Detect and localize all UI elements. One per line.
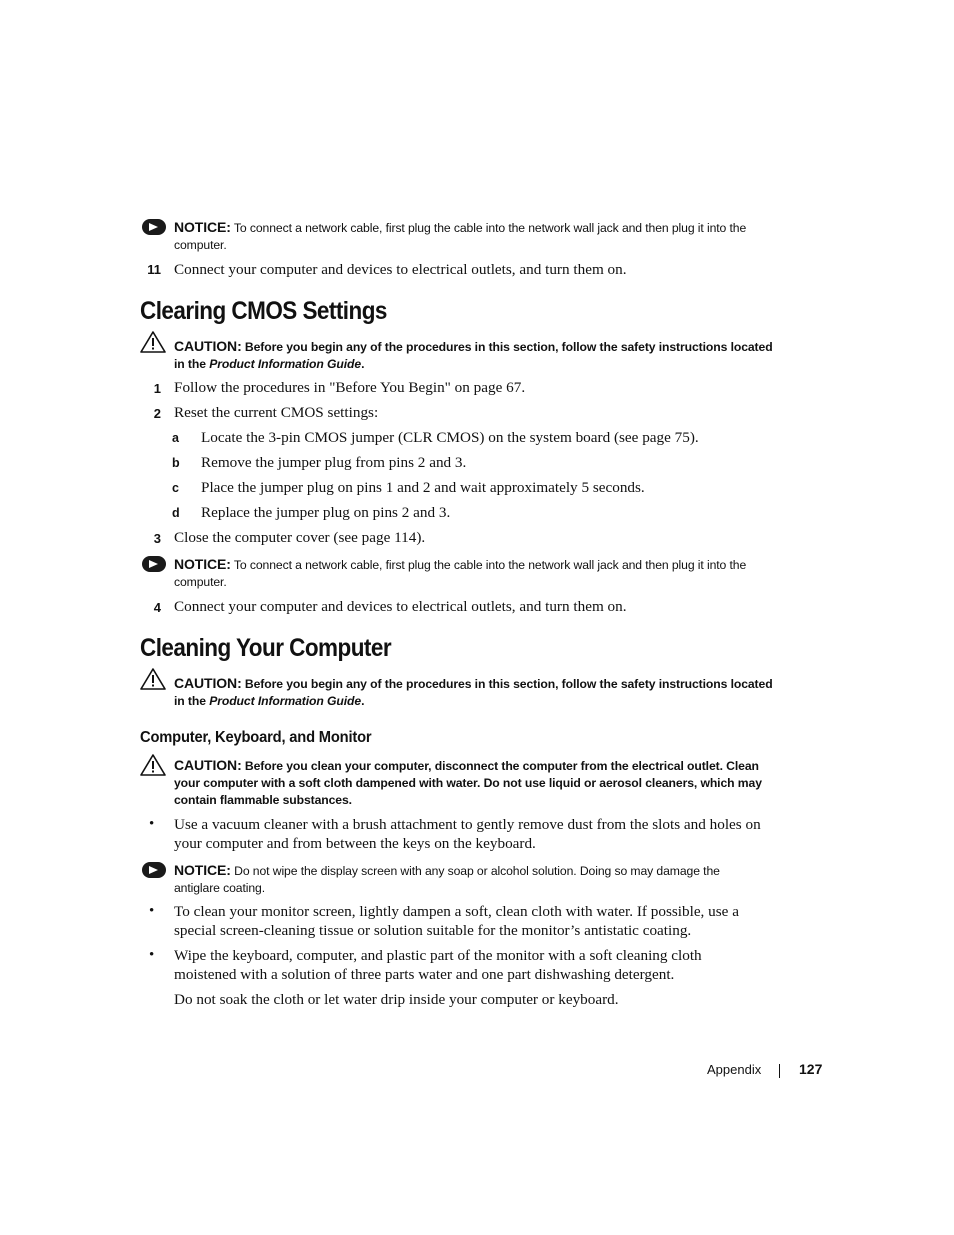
paragraph-text: Do not soak the cloth or let water drip inside your computer or keyboard. xyxy=(174,991,619,1008)
subsection-heading: Computer, Keyboard, and Monitor xyxy=(140,729,372,746)
notice-text xyxy=(174,219,774,254)
caution-text xyxy=(174,757,764,809)
notice-icon xyxy=(142,862,166,878)
notice-label: NOTICE: xyxy=(174,219,231,235)
notice-text xyxy=(174,862,764,897)
notice-text xyxy=(174,556,774,591)
section-heading-clearing-cmos: Clearing CMOS Settings xyxy=(140,297,387,325)
footer-divider xyxy=(779,1064,780,1078)
substep-letter: b xyxy=(172,456,180,470)
guide-title: Product Information Guide xyxy=(209,694,362,708)
caution-icon xyxy=(140,754,166,776)
substep-text: Place the jumper plug on pins 1 and 2 and wait approximately 5 seconds. xyxy=(201,479,645,496)
step-text: Follow the procedures in "Before You Begin" on page 67. xyxy=(174,379,526,396)
caution-label: CAUTION: xyxy=(174,338,242,354)
step-number: 1 xyxy=(153,381,161,396)
bullet-marker: • xyxy=(149,816,155,832)
step-text: Connect your computer and devices to electrical outlets, and turn them on. xyxy=(174,261,627,278)
caution-label: CAUTION: xyxy=(174,757,242,773)
notice-body: To connect a network cable, first plug the cable into the network wall jack and then plug it into the computer. xyxy=(174,558,747,589)
step-number: 2 xyxy=(153,406,161,421)
caution-text xyxy=(174,338,774,373)
guide-title: Product Information Guide xyxy=(209,357,362,371)
substep-letter: c xyxy=(172,481,179,495)
page-number: 127 xyxy=(799,1061,823,1077)
substep-text: Locate the 3-pin CMOS jumper (CLR CMOS) on the system board (see page 75). xyxy=(201,429,699,446)
bullet-text: To clean your monitor screen, lightly dampen a soft, clean cloth with water. If possible, use a special screen-cleaning tissue or solution suitable for the monitor’s antistatic coating. xyxy=(174,903,739,939)
substep-letter: d xyxy=(172,506,180,520)
caution-icon xyxy=(140,331,166,353)
notice-icon xyxy=(142,556,166,572)
substep-letter: a xyxy=(172,431,179,445)
step-number: 3 xyxy=(153,531,161,546)
bullet-text: Use a vacuum cleaner with a brush attachment to gently remove dust from the slots and holes on your computer and from between the keys on the keyboard. xyxy=(174,816,761,852)
substep-text: Remove the jumper plug from pins 2 and 3. xyxy=(201,454,467,471)
notice-icon xyxy=(142,219,166,235)
caution-end: . xyxy=(361,357,365,371)
notice-body: To connect a network cable, first plug the cable into the network wall jack and then plug it into the computer. xyxy=(174,221,747,252)
caution-body: Before you clean your computer, disconnect the computer from the electrical outlet. Clean your computer with a soft cloth dampened with water. Do not use liquid or aerosol cleaners, which may contain flammable substances. xyxy=(174,759,762,807)
bullet-text: Wipe the keyboard, computer, and plastic part of the monitor with a soft cleaning cloth moistened with a solution of three parts water and one part dishwashing detergent. xyxy=(174,947,702,983)
notice-body: Do not wipe the display screen with any soap or alcohol solution. Doing so may damage the antiglare coating. xyxy=(174,864,720,895)
caution-body: Before you begin any of the procedures in this section, follow the safety instructions located in the xyxy=(174,340,773,371)
step-text: Reset the current CMOS settings: xyxy=(174,404,379,421)
step-number: 11 xyxy=(147,262,161,277)
step-text: Connect your computer and devices to electrical outlets, and turn them on. xyxy=(174,598,627,615)
caution-end: . xyxy=(361,694,365,708)
caution-text xyxy=(174,675,774,710)
substep-text: Replace the jumper plug on pins 2 and 3. xyxy=(201,504,451,521)
bullet-marker: • xyxy=(149,947,155,963)
caution-body: Before you begin any of the procedures in this section, follow the safety instructions located in the xyxy=(174,677,773,708)
step-text: Close the computer cover (see page 114). xyxy=(174,529,426,546)
footer-chapter-label: Appendix xyxy=(707,1062,762,1077)
notice-label: NOTICE: xyxy=(174,556,231,572)
caution-label: CAUTION: xyxy=(174,675,242,691)
notice-label: NOTICE: xyxy=(174,862,231,878)
bullet-marker: • xyxy=(149,903,155,919)
caution-icon xyxy=(140,668,166,690)
step-number: 4 xyxy=(153,600,161,615)
section-heading-cleaning: Cleaning Your Computer xyxy=(140,634,392,662)
